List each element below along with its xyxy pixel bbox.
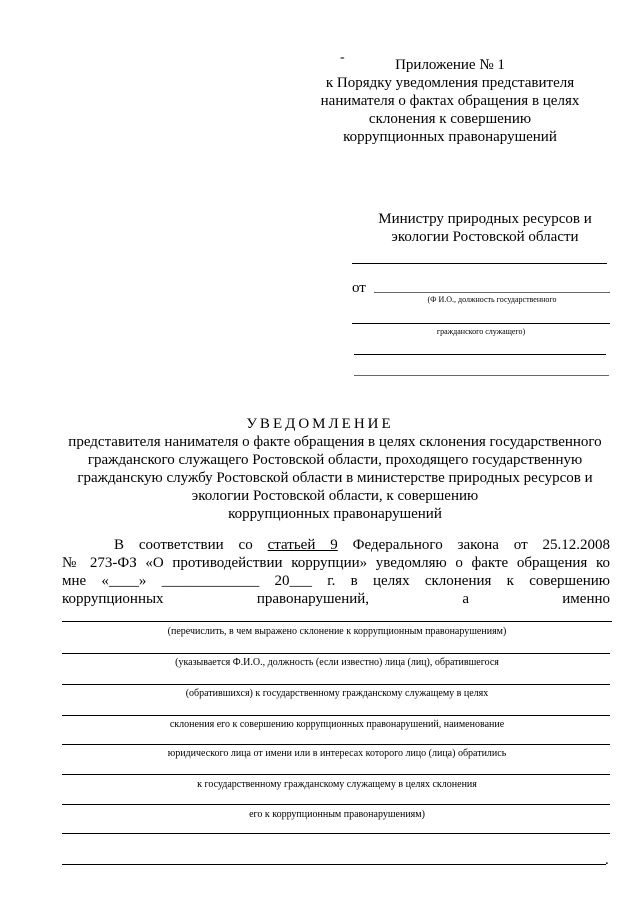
appendix-line: нанимателя о фактах обращения в целях	[320, 93, 580, 109]
fill-caption: (обратившихся) к государственному гражданскому служащему в целях	[185, 688, 489, 699]
fill-caption: (перечислить, в чем выражено склонение к коррупционным правонарушениям)	[167, 626, 507, 637]
fill-line[interactable]	[62, 715, 610, 716]
addressee-block	[350, 210, 620, 246]
body-line-4: коррупционных правонарушений, а именно	[62, 591, 610, 607]
body-text: В соответствии со	[114, 537, 253, 553]
appendix-line: к Порядку уведомления представителя	[325, 75, 575, 91]
from-label: от	[352, 280, 366, 296]
addressee-line: экологии Ростовской области	[391, 229, 579, 245]
fill-caption: к государственному гражданскому служащему в целях склонения	[197, 779, 477, 790]
appendix-line: склонения к совершению	[368, 111, 532, 127]
body-line-1	[114, 536, 610, 554]
addressee-blank-line-2[interactable]	[354, 354, 606, 355]
fill-line[interactable]	[62, 684, 610, 685]
header-dash: -	[340, 50, 345, 65]
fill-line[interactable]	[62, 653, 610, 654]
addressee-blank-line[interactable]	[352, 263, 607, 264]
from-blank-line[interactable]	[374, 292, 610, 293]
position-blank-line[interactable]	[352, 323, 610, 324]
fill-line[interactable]	[62, 744, 610, 745]
subtitle-line: гражданского служащего Ростовской области, проходящего государственную	[87, 452, 583, 468]
appendix-line: Приложение № 1	[395, 57, 505, 73]
body-line-2: № 273-ФЗ «О противодействии коррупции» уведомляю о факте обращения ко	[62, 555, 610, 571]
fill-line-last[interactable]	[62, 864, 606, 865]
from-caption-2: гражданского служащего)	[436, 327, 526, 336]
from-caption-1: (Ф И.О., должность государственного	[427, 295, 557, 304]
appendix-block	[300, 56, 600, 146]
subtitle-line: гражданскую службу Ростовской области в министерстве природных ресурсов и	[77, 470, 593, 486]
fill-caption: его к коррупционным правонарушениям)	[249, 809, 425, 820]
fill-line[interactable]	[62, 621, 612, 622]
fill-line[interactable]	[62, 774, 610, 775]
fill-line[interactable]	[62, 833, 610, 834]
subtitle-line: экологии Ростовской области, к совершению	[191, 488, 479, 504]
fill-caption: склонения его к совершению коррупционных правонарушений, наименование	[169, 719, 505, 730]
appendix-line: коррупционных правонарушений	[343, 129, 557, 145]
addressee-line: Министру природных ресурсов и	[378, 211, 592, 227]
law-article-link[interactable]: статьей 9	[267, 537, 338, 553]
notice-subtitle	[55, 433, 615, 523]
notice-title: УВЕДОМЛЕНИЕ	[246, 416, 394, 432]
fill-line[interactable]	[62, 804, 610, 805]
subtitle-line: коррупционных правонарушений	[228, 506, 442, 522]
body-line-3: мне «____» _____________ 20___ г. в целях склонения к совершению	[62, 573, 610, 589]
fill-caption: юридического лица от имени или в интересах которого лицо (лица) обратились	[167, 748, 507, 759]
addressee-blank-line-3[interactable]	[354, 375, 609, 376]
fill-caption: (указывается Ф.И.О., должность (если известно) лица (лиц), обратившегося	[175, 657, 499, 668]
end-period: .	[605, 852, 609, 868]
subtitle-line: представителя нанимателя о факте обращения в целях склонения государственного	[68, 434, 602, 450]
body-text: Федерального закона от 25.12.2008	[352, 537, 611, 553]
